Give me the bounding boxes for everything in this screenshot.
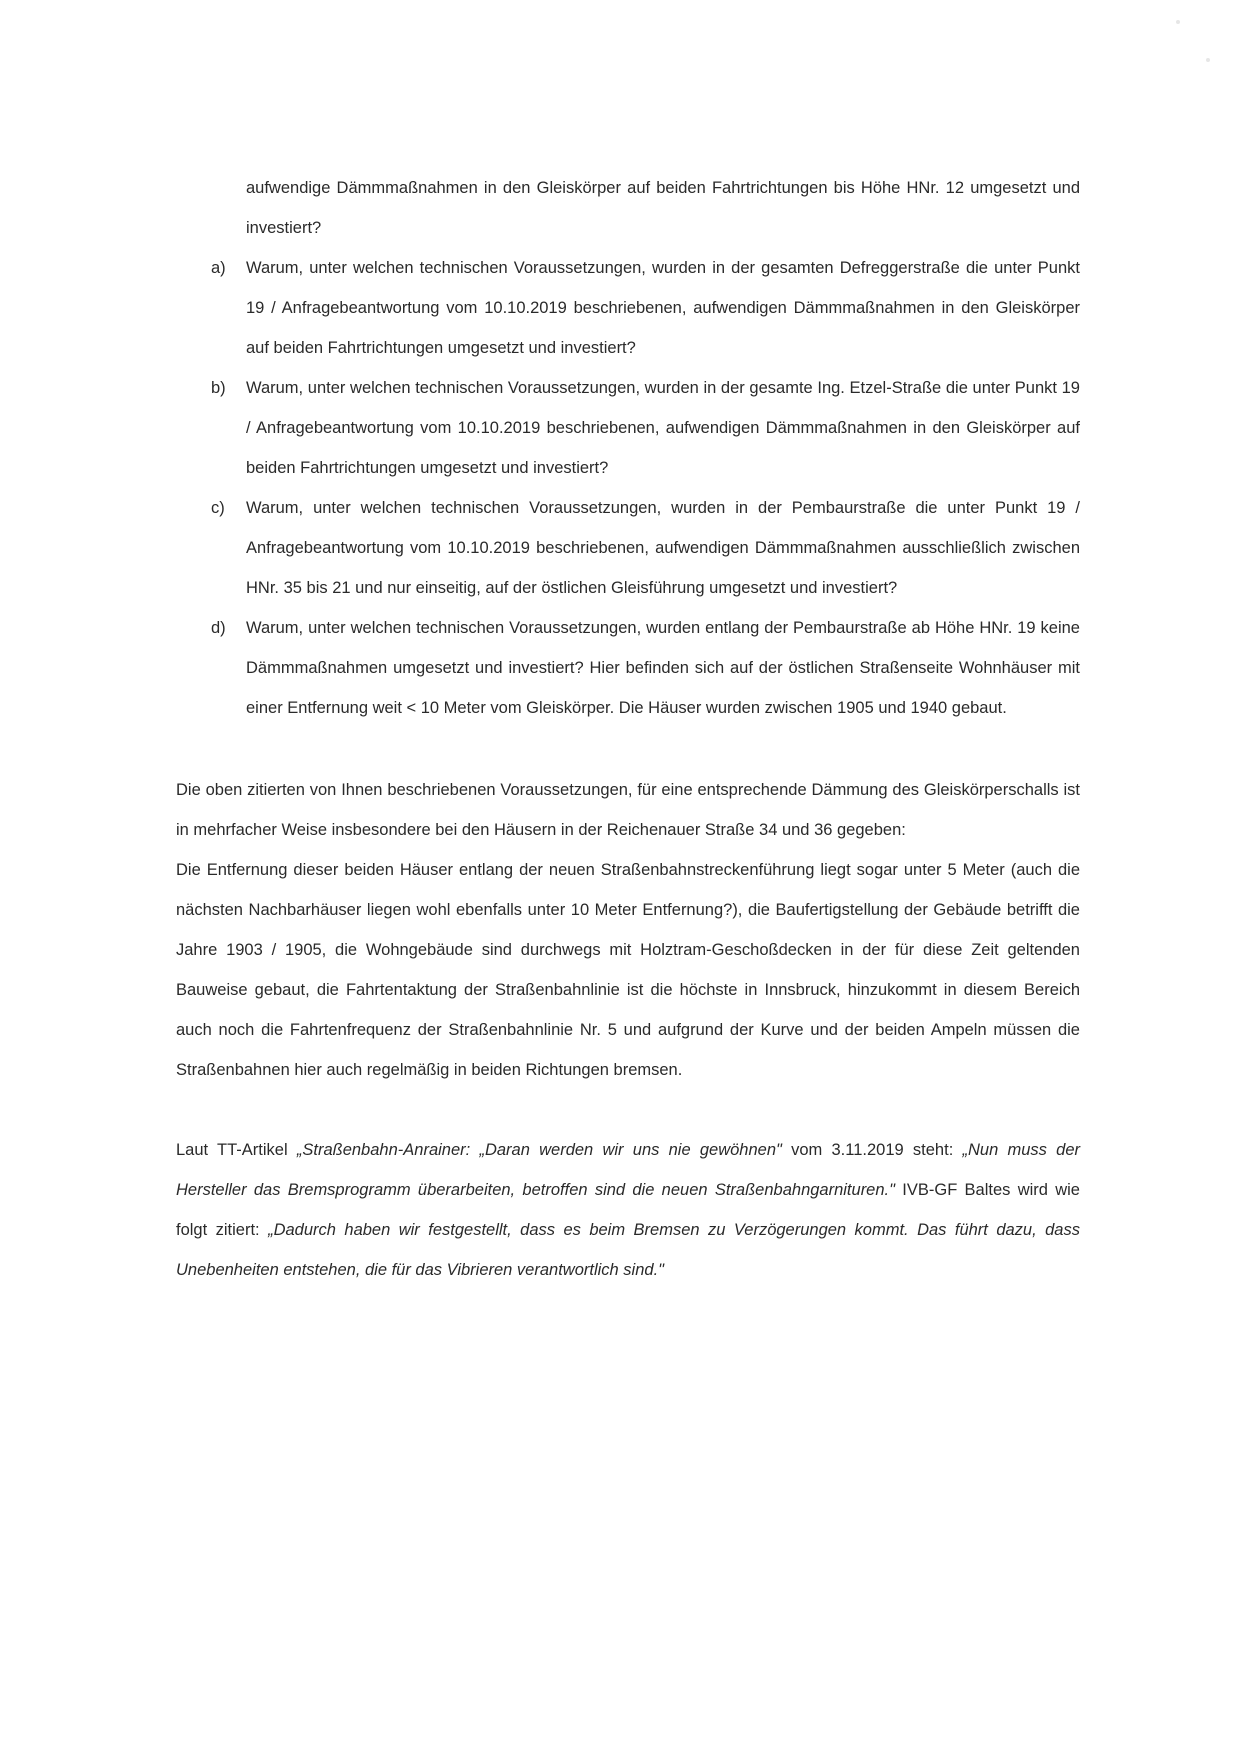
question-text: Warum, unter welchen technischen Voraussetzungen, wurden in der Pembaurstraße die unter Punkt 19 / Anfragebeantwortung vom 10.10.2019 beschriebenen, aufwendigen Dämmmaßnahmen ausschließlich zwischen HNr. 35 bis 21 und nur einseitig, auf der östlichen Gleisführung umgesetzt und investiert? bbox=[246, 499, 1080, 597]
scan-speck bbox=[1206, 58, 1210, 62]
question-marker: b) bbox=[211, 379, 226, 397]
article-lead: Laut TT-Artikel bbox=[176, 1141, 297, 1159]
question-list bbox=[176, 248, 1080, 728]
intro-continuation: aufwendige Dämmmaßnahmen in den Gleiskörper auf beiden Fahrtrichtungen bis Höhe HNr. 12 umgesetzt und investiert? bbox=[246, 179, 1080, 237]
paragraph-article bbox=[176, 1130, 1080, 1290]
paragraph-distance: Die Entfernung dieser beiden Häuser entlang der neuen Straßenbahnstreckenführung liegt sogar unter 5 Meter (auch die nächsten Nachbarhäuser liegen wohl ebenfalls unter 10 Meter Entfernung?), die Baufertigstellung der Gebäude betrifft die Jahre 1903 / 1905, die Wohngebäude sind durchwegs mit Holztram-Geschoßdecken in der für diese Zeit geltenden Bauweise gebaut, die Fahrtentaktung der Straßenbahnlinie ist die höchste in Innsbruck, hinzukommt in diesem Bereich auch noch die Fahrtenfrequenz der Straßenbahnlinie Nr. 5 und aufgrund der Kurve und der beiden Ampeln müssen die Straßenbahnen hier auch regelmäßig in beiden Richtungen bremsen. bbox=[176, 861, 1080, 1079]
question-item-d bbox=[176, 608, 1080, 728]
paragraph-spacer bbox=[176, 1090, 1080, 1130]
question-marker: a) bbox=[211, 259, 226, 277]
paragraph-spacer bbox=[176, 728, 1080, 770]
article-quote-baltes: „Dadurch haben wir festgestellt, dass es beim Bremsen zu Verzögerungen kommt. Das führt dazu, dass Unebenheiten entstehen, die für das Vibrieren verantwortlich sind." bbox=[176, 1221, 1080, 1279]
article-date: vom 3.11.2019 steht: bbox=[781, 1141, 963, 1159]
question-item-a bbox=[176, 248, 1080, 368]
scan-speck bbox=[1176, 20, 1180, 24]
article-attribution: IVB-GF Baltes wird wie folgt zitiert: bbox=[176, 1181, 1080, 1239]
question-text: Warum, unter welchen technischen Voraussetzungen, wurden entlang der Pembaurstraße ab Höhe HNr. 19 keine Dämmmaßnahmen umgesetzt und investiert? Hier befinden sich auf der östlichen Straßenseite Wohnhäuser mit einer Entfernung weit < 10 Meter vom Gleiskörper. Die Häuser wurden zwischen 1905 und 1940 gebaut. bbox=[246, 619, 1080, 717]
question-marker: c) bbox=[211, 499, 225, 517]
question-text: Warum, unter welchen technischen Voraussetzungen, wurden in der gesamten Defreggerstraße die unter Punkt 19 / Anfragebeantwortung vom 10.10.2019 beschriebenen, aufwendigen Dämmmaßnahmen in den Gleiskörper auf beiden Fahrtrichtungen umgesetzt und investiert? bbox=[246, 259, 1080, 357]
paragraph-conditions: Die oben zitierten von Ihnen beschriebenen Voraussetzungen, für eine entsprechende Dämmung des Gleiskörperschalls ist in mehrfacher Weise insbesondere bei den Häusern in der Reichenauer Straße 34 und 36 gegeben: bbox=[176, 781, 1080, 839]
question-marker: d) bbox=[211, 619, 226, 637]
article-quote-manufacturer: „Nun muss der Hersteller das Bremsprogramm überarbeiten, betroffen sind die neuen Straßenbahngarnituren." bbox=[176, 1141, 1081, 1199]
question-item-b bbox=[176, 368, 1080, 488]
question-item-c bbox=[176, 488, 1080, 608]
article-title: „Straßenbahn-Anrainer: „Daran werden wir uns nie gewöhnen" bbox=[296, 1141, 782, 1159]
question-text: Warum, unter welchen technischen Voraussetzungen, wurden in der gesamte Ing. Etzel-Straße die unter Punkt 19 / Anfragebeantwortung vom 10.10.2019 beschriebenen, aufwendigen Dämmmaßnahmen in den Gleiskörper auf beiden Fahrtrichtungen umgesetzt und investiert? bbox=[246, 379, 1080, 477]
document-body bbox=[176, 168, 1080, 1290]
